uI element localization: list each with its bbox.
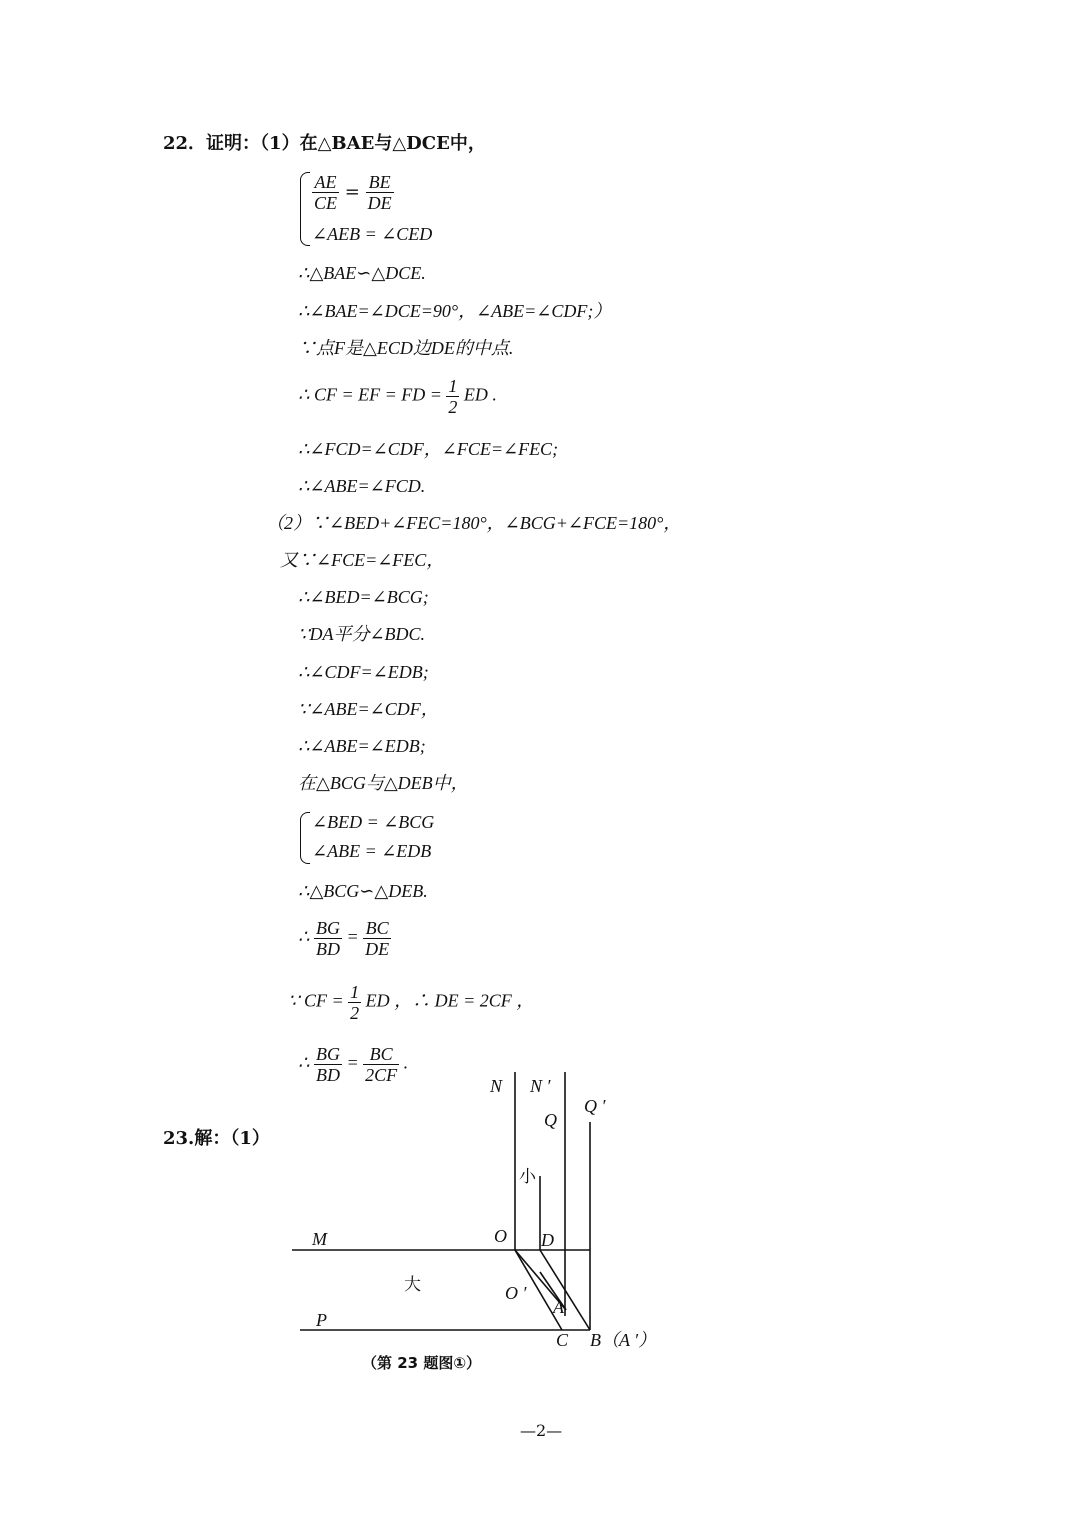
proof-line-fraction: ∴ CF = EF = FD = $\frac{1}{2}$ ED . — [298, 376, 497, 417]
proof-line: ∴∠CDF=∠EDB; — [298, 662, 429, 682]
fraction: $\frac{BG}{BD}$ — [315, 1044, 340, 1085]
system1-row2: ∠AEB = ∠CED — [312, 224, 433, 244]
fraction: $\frac{1}{2}$ — [350, 982, 360, 1023]
figure-caption: （第 23 题图①） — [362, 1354, 482, 1372]
label-a: A — [553, 1297, 564, 1317]
proof-line: ∵DA平分∠BDC. — [298, 624, 426, 644]
proof-line: ∴∠BAE=∠DCE=90°，∠ABE=∠CDF;） — [298, 301, 612, 321]
proof-line: 又∵∠FCE=∠FEC， — [280, 550, 445, 570]
proof-line: ∴∠FCD=∠CDF，∠FCE=∠FEC; — [298, 439, 559, 459]
label-b-a-prime: B（A ′） — [590, 1330, 657, 1350]
proof-line: ∴∠BED=∠BCG; — [298, 587, 429, 607]
proof-line-fraction: ∴ $\frac{BG}{BD}$ = $\frac{BC}{DE}$ — [298, 918, 390, 959]
label-c: C — [556, 1330, 569, 1350]
p22-heading: 22．证明：（1）在△BAE与△DCE中， — [163, 133, 486, 154]
label-n-prime: N ′ — [530, 1076, 551, 1096]
fraction: $\frac{BC}{2CF}$ — [365, 1044, 398, 1085]
label-n: N — [490, 1076, 503, 1096]
label-q-prime: Q ′ — [584, 1096, 606, 1116]
page-number: —2— — [520, 1421, 563, 1440]
proof-line: ∴∠ABE=∠FCD. — [298, 476, 426, 496]
fraction: $\frac{AE}{CE}$ — [314, 172, 338, 213]
proof-line: ∴∠ABE=∠EDB; — [298, 736, 426, 756]
label-big: 大 — [404, 1275, 421, 1295]
proof-line-fraction: ∴ $\frac{BG}{BD}$ = $\frac{BC}{2CF}$ . — [298, 1044, 409, 1085]
label-m: M — [312, 1229, 327, 1249]
label-d: D — [541, 1230, 554, 1250]
fraction: $\frac{BE}{DE}$ — [367, 172, 392, 213]
proof-line: ∴△BAE∽△DCE. — [298, 263, 426, 283]
label-small: 小 — [519, 1167, 536, 1187]
proof-line: （2）∵∠BED+∠FEC=180°，∠BCG+∠FCE=180°， — [266, 513, 682, 533]
proof-line: ∴△BCG∽△DEB. — [298, 881, 428, 901]
system1-row1: $\frac{AE}{CE}$ = $\frac{BE}{DE}$ — [314, 172, 392, 213]
label-o-prime: O ′ — [505, 1283, 527, 1303]
p23-heading: 23.解：（1） — [163, 1128, 270, 1149]
system2-row1: ∠BED = ∠BCG — [312, 812, 435, 832]
label-o: O — [494, 1226, 507, 1246]
proof-line: 在△BCG与△DEB中， — [298, 773, 469, 793]
fraction: $\frac{1}{2}$ — [448, 376, 458, 417]
label-q: Q — [544, 1110, 557, 1130]
proof-line: ∵点F是△ECD边DE的中点. — [298, 338, 514, 358]
label-p: P — [316, 1310, 327, 1330]
proof-line: ∵∠ABE=∠CDF， — [298, 699, 439, 719]
fraction: $\frac{BG}{BD}$ — [315, 918, 340, 959]
system2-row2: ∠ABE = ∠EDB — [312, 841, 432, 861]
proof-line-fraction: ∵ CF = $\frac{1}{2}$ ED ，∴ DE = 2CF ， — [288, 982, 535, 1023]
fraction: $\frac{BC}{DE}$ — [365, 918, 390, 959]
